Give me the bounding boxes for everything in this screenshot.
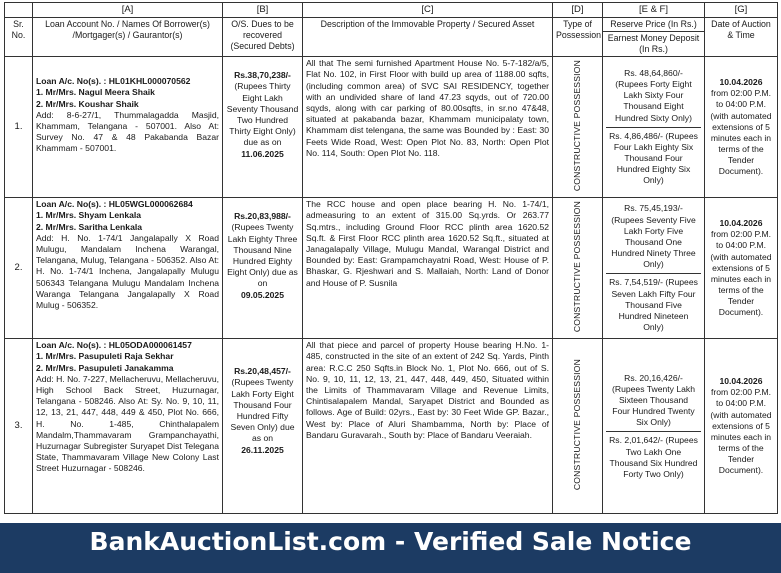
column-letter-row (5, 3, 778, 18)
header-loan: Loan Account No. / Names Of Borrower(s) /Mortgager(s) / Gaurantor(s) (33, 18, 223, 57)
possession-type (553, 339, 603, 514)
reserve-emd-cell (603, 57, 705, 198)
possession-type (553, 57, 603, 198)
auction-notice-table (4, 2, 778, 514)
borrower-address: Add: H. No. 1-74/1 Jangalapally X Road Mulugu, Mandalam Inchena Warangal, Telangana, Mulug, Telangana - 506352. Also At: H. No. 1-74/1 Inchena, Jangalapally Mulugu 506343 Telangana Mulugu Mandalam Inchena Waranga Telangana Jangalapally X Road Mulug - 506352. (36, 232, 219, 310)
table-row (5, 339, 778, 514)
loan-number: Loan A/c. No(s). : HL05WGL000062684 (36, 199, 193, 210)
auction-date: 10.04.2026 (719, 77, 763, 88)
possession-label: CONSTRUCTIVE POSSESSION (571, 60, 582, 192)
header-emd: Earnest Money Deposit (In Rs.) (607, 33, 700, 55)
row-serial: 3. (5, 339, 33, 514)
dues-words: (Rupees Twenty Lakh Eighty Three Thousand Nine Hundred Eighty Eight Only) due as on (227, 222, 298, 289)
header-description: Description of the Immovable Property / Secured Asset (303, 18, 553, 57)
auction-time: from 02:00 P.M. to 04:00 P.M. (with automated extensions of 5 minutes each in terms of the Tender Document). (710, 387, 772, 476)
dues-amount: Rs.20,48,457/- (234, 366, 291, 377)
dues-date: 11.06.2025 (241, 148, 284, 159)
reserve-price: Rs. 20,16,426/- (Rupees Twenty Lakh Sixteen Thousand Four Hundred Twenty Six Only) (612, 372, 695, 428)
possession-type (553, 198, 603, 339)
auction-date-cell (705, 198, 778, 339)
dues-date: 26.11.2025 (241, 444, 284, 455)
col-letter-g: [G] (705, 3, 778, 18)
col-letter-c: [C] (303, 3, 553, 18)
col-letter-b: [B] (223, 3, 303, 18)
borrower-name: 2. Mr/Mrs. Koushar Shaik (36, 98, 139, 109)
auction-time: from 02:00 P.M. to 04:00 P.M. (with automated extensions of 5 minutes each in terms of the Tender Document). (710, 229, 772, 318)
borrower-address: Add: H. No. 7-227, Mellacheruvu, Mellacheruvu, High School Back Street, Huzurnagar, Telangana - 508246. Also At: Sy. No. 9, 10, 11, 12, 13, 21, 447, 448, 449 & 450, Plot No. 666, H. No. 1-485, Chinthalapalem Mandalm,Thammavaram Grampanchayathi, Huzurnagar Subregister Suryapet Dist Telegana State, Thammavaram Village New Colony Last Street Huzurnagar - 508246. (36, 373, 219, 474)
reserve-price: Rs. 75,45,193/- (Rupees Seventy Five Lakh Forty Five Thousand One Hundred Ninety Three Only) (611, 203, 696, 270)
auction-date-cell (705, 57, 778, 198)
table-row (5, 198, 778, 339)
header-reserve-emd (603, 18, 705, 57)
borrower-name: 1. Mr/Mrs. Nagul Meera Shaik (36, 87, 155, 98)
property-description: The RCC house and open place bearing H. No. 1-74/1, admeasuring to an extent of 315.00 Sq.yrds. Or 263.77 Sq.mtrs., including Ground Floor RCC plinth area 1620.52 Sq.ft. & First Floor RCC plinth area 1620.52 Sq.ft., situated at Janagalapally Village, Mulugu Mandal, Warangal District and Bounded by: East: Grampamchayatni Road, West: House of P. Bhaskar, G. Rjeshwari and S. Mallaiah, North: Land of Donor and House of P. Susnila (303, 198, 553, 339)
header-dues: O/S. Dues to be recovered (Secured Debts) (223, 18, 303, 57)
borrower-cell (33, 198, 223, 339)
borrower-name: 2. Mr/Mrs. Pasupuleti Janakamma (36, 362, 174, 373)
auction-time: from 02:00 P.M. to 04:00 P.M. (with automated extensions of 5 minutes each in terms of the Tender Document). (710, 88, 772, 177)
col-letter-ef: [E & F] (603, 3, 705, 18)
reserve-price: Rs. 48,64,860/- (Rupees Forty Eight Lakh Sixty Four Thousand Eight Hundred Sixty Only) (615, 67, 692, 123)
table-row (5, 57, 778, 198)
row-serial: 1. (5, 57, 33, 198)
property-description: All that The semi furnished Apartment House No. 5-7-182/a/5, Flat No. 102, in First Floor with build up area of 1188.00 sqfts, (including common area) of SVC SAI RESIDENCY, together with an undivided share of land 47.23 sqyds, out of 720.00 sqyds, along with car parking of 80.00sqfts, in sr.no 47&48, situated at pakabanda bazar, Khammam municipalaty town, Khammam dist telengana, the same was Bounded by : East: 30 Feets Wide Road, West: Open Plot No. 83, North: Open Plot No. 114, South: Open Plot No. 118. (303, 57, 553, 198)
dues-words: (Rupees Twenty Lakh Forty Eight Thousand Four Hundred Fifty Seven Only) due as on (230, 377, 295, 444)
col-letter-sr (5, 3, 33, 18)
col-letter-a: [A] (33, 3, 223, 18)
earnest-money-deposit: Rs. 7,54,519/- (Rupees Seven Lakh Fifty Four Thousand Five Hundred Nineteen Only) (606, 273, 701, 336)
possession-label: CONSTRUCTIVE POSSESSION (571, 201, 582, 333)
borrower-name: 1. Mr/Mrs. Pasupuleti Raja Sekhar (36, 351, 174, 362)
header-row (5, 18, 778, 57)
borrower-name: 1. Mr/Mrs. Shyam Lenkala (36, 210, 142, 221)
reserve-emd-cell (603, 198, 705, 339)
row-serial: 2. (5, 198, 33, 339)
footer-banner: BankAuctionList.com - Verified Sale Notice (0, 523, 781, 573)
header-sr: Sr. No. (5, 18, 33, 57)
borrower-name: 2. Mr/Mrs. Saritha Lenkala (36, 221, 143, 232)
earnest-money-deposit: Rs. 4,86,486/- (Rupees Four Lakh Eighty Six Thousand Four Hundred Eighty Six Only) (606, 127, 701, 190)
auction-date-cell (705, 339, 778, 514)
borrower-address: Add: 8-6-27/1, Thummalagadda Masjid, Khammam, Telangana - 507001. Also At: Survey No. 47 & 48 Pakabanda Bazar Khammam - 507001. (36, 109, 219, 154)
dues-date: 09.05.2025 (240, 289, 284, 300)
loan-number: Loan A/c. No(s). : HL05ODA000061457 (36, 340, 192, 351)
col-letter-d: [D] (553, 3, 603, 18)
auction-date: 10.04.2026 (719, 376, 763, 387)
dues-words: (Rupees Thirty Eight Lakh Seventy Thousand Two Hundred Thirty Eight Only) due as on (226, 81, 299, 148)
header-auction-date: Date of Auction & Time (705, 18, 778, 57)
header-possession-type: Type of Possession (553, 18, 603, 57)
header-reserve: Reserve Price (In Rs.) (603, 18, 704, 32)
borrower-cell (33, 339, 223, 514)
dues-cell (223, 198, 303, 339)
earnest-money-deposit: Rs. 2,01,642/- (Rupees Two Lakh One Thousand Six Hundred Forty Two Only) (606, 431, 701, 483)
reserve-emd-cell (603, 339, 705, 514)
dues-cell (223, 57, 303, 198)
loan-number: Loan A/c. No(s). : HL01KHL000070562 (36, 76, 191, 87)
possession-label: CONSTRUCTIVE POSSESSION (571, 359, 582, 491)
dues-amount: Rs.20,83,988/- (234, 211, 291, 222)
property-description: All that piece and parcel of property House bearing H.No. 1-485, constructed in the site of an extent of 242 Sq. Yards, Pinth area: R.C.C 250 Sqfts.in Block No. 1, Plot No. 666, out of S. No. 9, 10, 11, 12, 13, 21, 447, 448, 449, 450, Situated within the Limits of Thammavaram Village and Revenue Limits, Chintisalapalem Mandal, Saryapet District and Bounded as follows. Age of Build: 02yrs., East by: 30 Feet Wide GP. Bazar., West by: Place of Aluri Shambamma, North by: Place of Bandaru Guravarah., South by: Place of Bandaru Veeraiah. (303, 339, 553, 514)
dues-cell (223, 339, 303, 514)
borrower-cell (33, 57, 223, 198)
auction-date: 10.04.2026 (719, 218, 763, 229)
dues-amount: Rs.38,70,238/- (234, 70, 291, 81)
